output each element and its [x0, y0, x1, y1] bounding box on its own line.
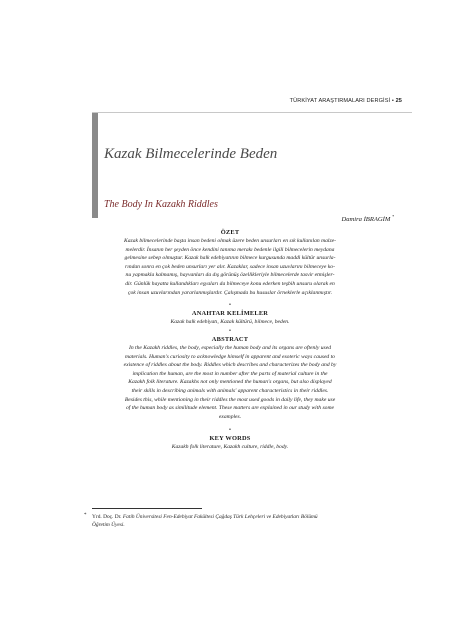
footnote-prefix: Yrd. Doç. Dr. [92, 514, 123, 520]
ozet-line: Kazak bilmecelerinde başta insan bedeni olmak üzere beden unsurları en sık kullanılan malze- [123, 238, 336, 244]
section-bullet: • [228, 302, 232, 308]
anahtar-body: Kazak halk edebiyatı, Kazak kültürü, bilmece, beden. [170, 319, 290, 325]
ozet-line: çok insan uzuvlarından yararlanmışlardır. Çalışmada bu hususlar örneklerle açıklanmıştır. [128, 289, 332, 296]
decorative-side-bar [92, 112, 98, 218]
anahtar-section [94, 310, 366, 327]
abstract-section [94, 336, 366, 421]
abstract-line: existence of riddles about the body. Riddles which describes and characterizes the body and by [123, 362, 337, 369]
abstract-line: materials. Human's curiosity to acknowledge himself in apparent and esoteric ways caused to [125, 353, 335, 360]
page-number: 25 [395, 98, 402, 104]
ozet-line: rından sonra en çok beden unsurları yer alır. Kazaklar, sadece insan uzuvlarını bilmeceye ko- [125, 263, 335, 270]
ozet-line: dir. Günlük hayatta kullandıkları eşyaları da bilmeceye konu ederken teşbih unsuru olarak en [125, 280, 335, 287]
article-subtitle: The Body In Kazakh Riddles [104, 199, 218, 210]
author-footnote-mark: * [392, 214, 394, 219]
keywords-section [94, 435, 366, 452]
abstract-line: their skills in describing animals with animals' apparent characteristics in their riddles. [131, 387, 329, 394]
author-name: Damira İBRAGİM [341, 216, 391, 224]
footnote [84, 513, 392, 529]
abstract-line: of the human body as similitude element. These matters are explained in our study with some [126, 405, 334, 412]
footnote-mark: * [84, 513, 87, 518]
author-line [341, 214, 394, 223]
section-bullet: • [228, 328, 232, 334]
journal-name: TÜRKİYAT ARAŞTIRMALARI DERGİSİ [289, 98, 391, 104]
ozet-line: gelmesine sebep olmuştur. Kazak halk edebiyatının bilmece kurgusunda maddi kültür unsurla- [124, 255, 336, 262]
abstract-heading: ABSTRACT [211, 336, 249, 343]
running-header [290, 98, 402, 104]
header-separator: • [391, 98, 394, 104]
anahtar-heading: ANAHTAR KELİMELER [191, 310, 269, 317]
abstract-line: examples. [218, 413, 242, 420]
top-rule [92, 112, 412, 113]
ozet-section [94, 229, 366, 297]
ozet-line: nu yapmakla kalmamış, hayvanları da dış görünüş özellikleriyle bilmecelerde tasvir etmişler- [125, 272, 335, 279]
abstract-body [94, 344, 366, 421]
abstract-line: In the Kazakh riddles, the body, especially the human body and its organs are oftenly used [128, 345, 332, 351]
ozet-line: melerdir. İnsanın her şeyden önce kendini tanıma merakı bedenle ilgili bilmecelerin meydana [125, 246, 335, 253]
footnote-line: Fatih Üniversitesi Fen-Edebiyat Fakültesi Çağdaş Türk Lehçeleri ve Edebiyatları Bölümü [122, 514, 318, 520]
abstract-line: Besides this, while mentioning in their riddles the most used goods in daily life, they make use [124, 396, 336, 403]
keywords-body: Kazakh folk literature, Kazakh culture, riddle, body. [171, 444, 289, 450]
footnote-rule [92, 508, 202, 509]
footnote-line: Öğretim Üyesi. [92, 522, 125, 528]
article-title: Kazak Bilmecelerinde Beden [104, 146, 278, 162]
abstract-line: Kazakh folk literature. Kazakhs not only mentioned the human's organs, but also displayed [128, 379, 332, 386]
abstract-line: implication the human, are the most in number after the parts of material culture in the [132, 370, 328, 377]
keywords-heading: KEY WORDS [209, 435, 251, 442]
section-bullet: • [228, 427, 232, 433]
ozet-body [94, 237, 366, 297]
ozet-heading: ÖZET [220, 229, 240, 236]
